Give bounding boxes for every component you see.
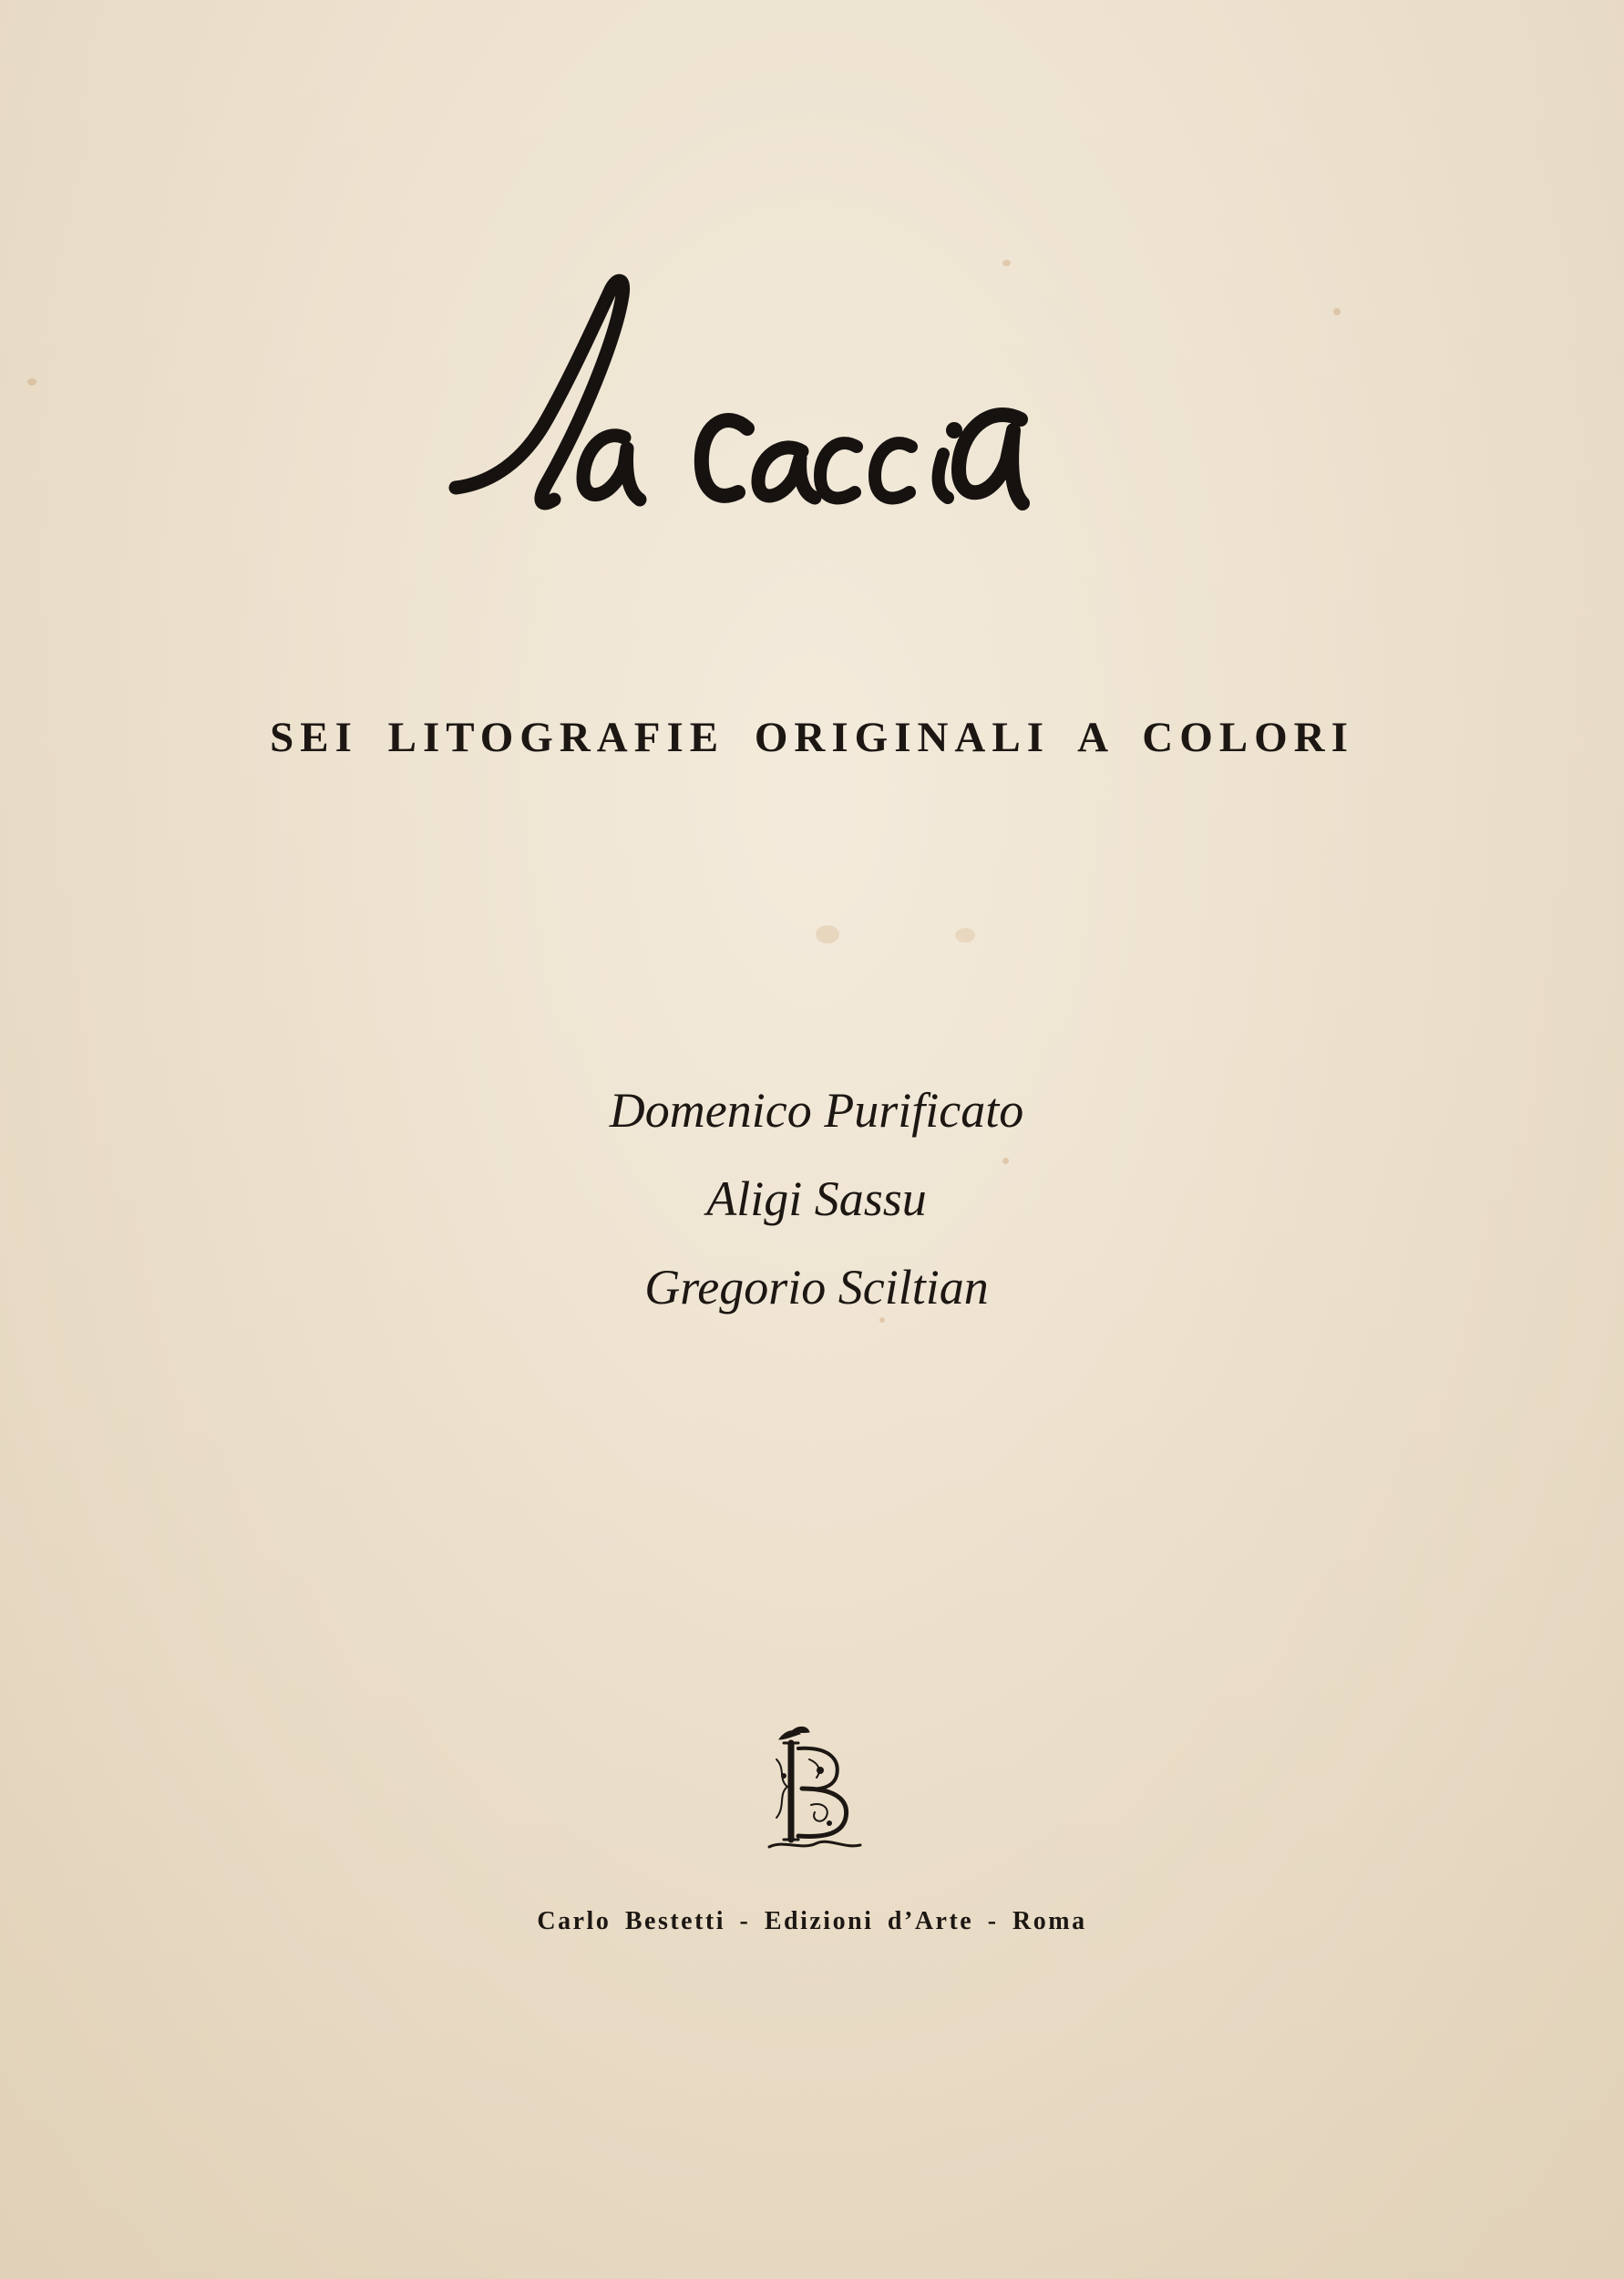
foxing-spot [1333, 308, 1341, 315]
ornament-dot [781, 1773, 786, 1779]
handwritten-title [437, 264, 1130, 538]
ornament-dot [827, 1820, 832, 1826]
i-dot [946, 422, 962, 438]
artist-list [0, 1067, 1624, 1332]
foxing-spot [27, 378, 36, 386]
artist-name: Gregorio Sciltian [644, 1260, 989, 1315]
title-script-icon [437, 264, 1130, 538]
ornament-dot [817, 1767, 824, 1774]
publisher-imprint: Carlo Bestetti - Edizioni d’Arte - Roma [537, 1907, 1087, 1935]
subtitle: SEI LITOGRAFIE ORIGINALI A COLORI [270, 714, 1354, 761]
foxing-spot [955, 928, 975, 943]
artist-name: Aligi Sassu [706, 1171, 927, 1226]
artist-name: Domenico Purificato [609, 1083, 1024, 1138]
publisher-logo [766, 1723, 866, 1855]
B-monogram-icon [766, 1723, 866, 1855]
foxing-spot [816, 925, 839, 944]
